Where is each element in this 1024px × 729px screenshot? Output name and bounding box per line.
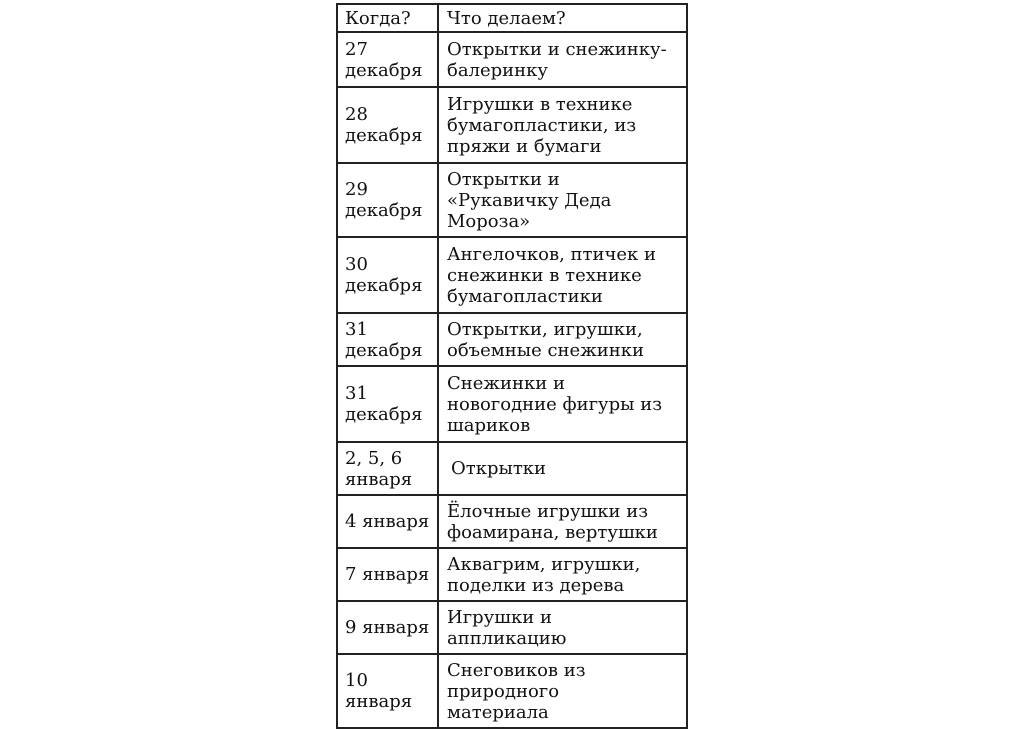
table-row bbox=[337, 87, 687, 163]
table-row bbox=[337, 163, 687, 237]
row-what-cell bbox=[438, 442, 687, 495]
row-what-cell bbox=[438, 163, 687, 237]
row-when: 28 декабря bbox=[345, 104, 423, 146]
row-what-cell bbox=[438, 366, 687, 442]
row-when: 7 января bbox=[345, 564, 430, 585]
row-when-cell bbox=[337, 32, 438, 87]
table-row bbox=[337, 442, 687, 495]
row-what: Открытки, игрушки, объемные снежинки bbox=[447, 318, 645, 361]
header-what-label: Что делаем? bbox=[447, 7, 566, 29]
row-when: 29 декабря bbox=[345, 179, 423, 221]
row-what-cell bbox=[438, 495, 687, 548]
row-what: Открытки и «Рукавичку Деда Мороза» bbox=[447, 168, 612, 232]
table-row bbox=[337, 495, 687, 548]
row-when-cell bbox=[337, 654, 438, 728]
row-what-cell bbox=[438, 548, 687, 601]
header-when bbox=[337, 4, 438, 32]
table-row bbox=[337, 366, 687, 442]
row-what-cell bbox=[438, 87, 687, 163]
table-row bbox=[337, 32, 687, 87]
row-when: 27 декабря bbox=[345, 38, 423, 81]
row-when-cell bbox=[337, 366, 438, 442]
row-when-cell bbox=[337, 442, 438, 495]
row-what-cell bbox=[438, 654, 687, 728]
row-what-cell bbox=[438, 237, 687, 313]
row-what-cell bbox=[438, 32, 687, 87]
row-what: Открытки и снежинку- балеринку bbox=[447, 38, 667, 81]
row-when-cell bbox=[337, 601, 438, 654]
row-what: Снеговиков из природного материала bbox=[447, 659, 586, 723]
row-what: Аквагрим, игрушки, поделки из дерева bbox=[447, 553, 641, 596]
row-what-cell bbox=[438, 601, 687, 654]
row-what: Снежинки и новогодние фигуры из шариков bbox=[447, 372, 663, 436]
row-what: Игрушки в технике бумагопластики, из пряжи и бумаги bbox=[447, 93, 637, 157]
row-when: 10 января bbox=[345, 670, 413, 712]
table-row bbox=[337, 548, 687, 601]
schedule-table bbox=[336, 3, 688, 729]
row-when: 4 января bbox=[345, 511, 430, 532]
row-when-cell bbox=[337, 313, 438, 366]
row-what: Ёлочные игрушки из фоамирана, вертушки bbox=[447, 500, 658, 543]
row-what-cell bbox=[438, 313, 687, 366]
row-when-cell bbox=[337, 548, 438, 601]
row-when: 30 декабря bbox=[345, 254, 423, 296]
row-when: 31 декабря bbox=[345, 318, 423, 361]
row-what: Открытки bbox=[451, 458, 547, 479]
row-when: 9 января bbox=[345, 617, 430, 638]
row-when-cell bbox=[337, 163, 438, 237]
header-what bbox=[438, 4, 687, 32]
row-when: 31 декабря bbox=[345, 383, 423, 425]
table-row bbox=[337, 601, 687, 654]
row-what: Игрушки и аппликацию bbox=[447, 606, 567, 649]
row-when: 2, 5, 6 января bbox=[345, 447, 413, 490]
row-what: Ангелочков, птичек и снежинки в технике бумагопластики bbox=[447, 243, 657, 307]
header-when-label: Когда? bbox=[345, 7, 411, 29]
table-row bbox=[337, 654, 687, 728]
table-header-row bbox=[337, 4, 687, 32]
row-when-cell bbox=[337, 87, 438, 163]
table-row bbox=[337, 237, 687, 313]
row-when-cell bbox=[337, 237, 438, 313]
row-when-cell bbox=[337, 495, 438, 548]
table-row bbox=[337, 313, 687, 366]
